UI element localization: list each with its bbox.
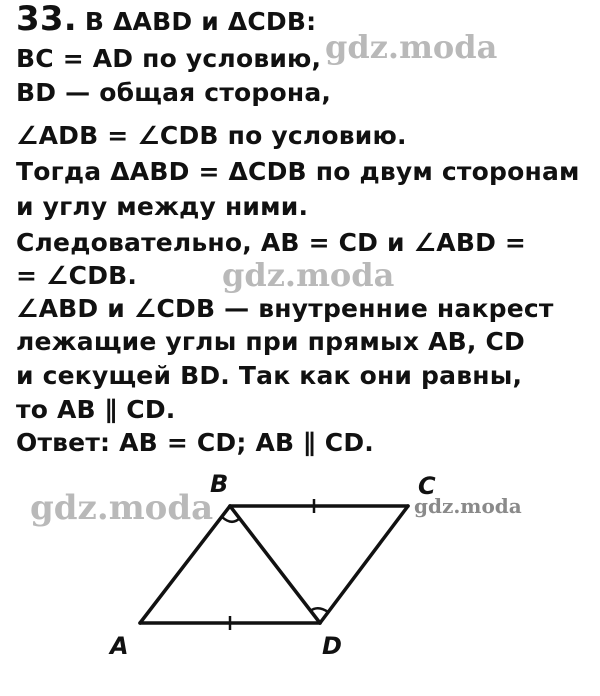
- problem-line-2: BC = AD по условию,: [16, 44, 322, 73]
- watermark: gdz.moda: [414, 494, 522, 518]
- answer-line: Ответ: AB = CD; AB ∥ CD.: [16, 428, 374, 457]
- parallelogram-figure: [0, 460, 600, 696]
- vertex-label-c: C: [418, 472, 436, 500]
- problem-line-1: [16, 0, 317, 39]
- problem-line-11: и секущей BD. Так как они равны,: [16, 361, 523, 390]
- watermark: gdz.moda: [325, 28, 498, 66]
- problem-line-8: = ∠CDB.: [16, 261, 138, 290]
- problem-line-10: лежащие углы при прямых AB, CD: [16, 327, 525, 356]
- watermark: gdz.moda: [222, 256, 395, 294]
- diagonal-bd: [230, 506, 320, 623]
- problem-number: 33.: [16, 0, 77, 39]
- problem-line-6: и углу между ними.: [16, 192, 309, 221]
- problem-line-9: ∠ABD и ∠CDB — внутренние накрест: [16, 294, 554, 323]
- problem-line-5: Тогда ΔABD = ΔCDB по двум сторонам: [16, 157, 580, 186]
- side-cd: [320, 506, 408, 623]
- problem-line-4: ∠ADB = ∠CDB по условию.: [16, 121, 407, 150]
- problem-line-1-text: В ΔABD и ΔCDB:: [84, 7, 317, 36]
- vertex-label-a: A: [110, 632, 129, 660]
- problem-line-7: Следовательно, AB = CD и ∠ABD =: [16, 228, 527, 257]
- problem-line-3: BD — общая сторона,: [16, 78, 332, 107]
- side-ab: [140, 506, 230, 623]
- watermark: gdz.moda: [30, 488, 214, 528]
- vertex-label-b: B: [210, 470, 229, 498]
- problem-line-12: то AB ∥ CD.: [16, 395, 176, 424]
- vertex-label-d: D: [322, 632, 342, 660]
